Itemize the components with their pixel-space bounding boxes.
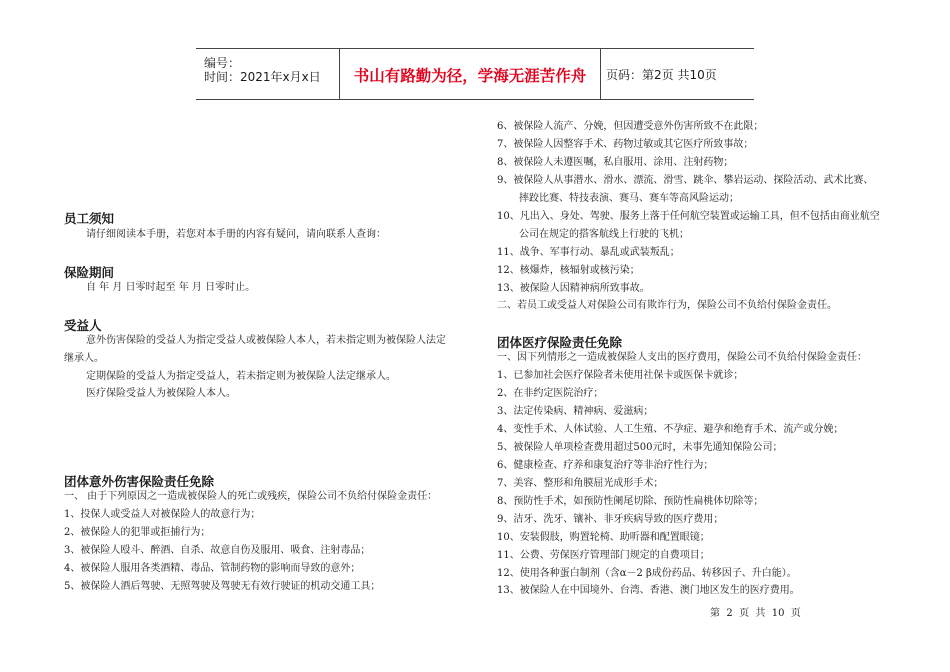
section-title-accident-exclusions: 团体意外伤害保险责任免除 [64, 474, 215, 489]
section-title-employee-notice: 员工须知 [64, 211, 115, 226]
paragraph: 定期保险的受益人为指定受益人，若未指定则为被保险人法定继承人。 [86, 371, 396, 382]
list-item: 12、核爆炸，核辐射或核污染； [497, 265, 640, 276]
section-title-medical-exclusions: 团体医疗保险责任免除 [497, 335, 623, 350]
list-item: 10、凡出入、身处、驾驶、服务上落于任何航空装置或运输工具，但不包括由商业航空 [497, 211, 880, 222]
list-item: 5、被保险人单项检查费用超过500元时，未事先通知保险公司； [497, 442, 783, 453]
list-item: 7、被保险人因整容手术、药物过敏或其它医疗所致事故； [497, 139, 754, 150]
insurance-period-text: 自 年 月 日零时起至 年 月 日零时止。 [86, 282, 256, 293]
list-item: 11、公费、劳保医疗管理部门规定的自费项目； [497, 550, 710, 561]
list-item: 6、被保险人流产、分娩，但因遭受意外伤害所致不在此限； [497, 121, 764, 132]
list-item: 4、被保险人服用各类酒精、毒品、管制药物的影响而导致的意外； [64, 563, 361, 574]
list-item: 公司在规定的搭客航线上行驶的飞机； [519, 229, 689, 240]
list-item: 3、被保险人殴斗、醉酒、自杀、故意自伤及服用、吸食、注射毒品； [64, 545, 371, 556]
page-header [196, 48, 754, 100]
list-item: 3、法定传染病、精神病、爱滋病； [497, 406, 654, 417]
list-item: 9、洁牙、洗牙、镶补、非牙疾病导致的医疗费用； [497, 514, 724, 525]
list-item: 6、健康检查、疗养和康复治疗等非治疗性行为； [497, 460, 714, 471]
paragraph: 意外伤害保险的受益人为指定受益人或被保险人本人，若未指定则为被保险人法定 [86, 335, 446, 346]
header-motto-cell [339, 49, 601, 99]
header-motto: 书山有路勤为径，学海无涯苦作舟 [353, 67, 587, 85]
list-item: 1、投保人或受益人对被保险人的故意行为； [64, 509, 261, 520]
list-item: 2、在非约定医院治疗； [497, 388, 604, 399]
list-item: 一、因下列情形之一造成被保险人支出的医疗费用，保险公司不负给付保险金责任： [497, 352, 867, 363]
page-footer: 第 2 页 共 10 页 [710, 608, 801, 619]
list-item: 9、被保险人从事潜水、滑水、漂流、滑雪、跳伞、攀岩运动、探险活动、武术比赛、 [497, 175, 874, 186]
list-item: 13、被保险人因精神病所致事故。 [497, 283, 650, 294]
list-item: 1、已参加社会医疗保险者未使用社保卡或医保卡就诊； [497, 370, 744, 381]
paragraph: 继承人。 [64, 353, 104, 364]
section-title-insurance-period: 保险期间 [64, 265, 115, 280]
list-item: 二、若员工或受益人对保险公司有欺诈行为，保险公司不负给付保险金责任。 [497, 300, 837, 311]
list-item: 11、战争、军事行动、暴乱或武装叛乱； [497, 247, 680, 258]
header-info-cell [196, 49, 339, 99]
list-item: 摔跤比赛、特技表演、赛马、赛车等高风险运动； [519, 193, 739, 204]
paragraph: 请仔细阅读本手册，若您对本手册的内容有疑问，请向联系人查询： [86, 229, 386, 240]
document-time-label: 时间：2021年x月x日 [204, 70, 321, 84]
section-title-beneficiary: 受益人 [64, 318, 102, 333]
list-item: 8、预防性手术，如预防性阑尾切除、预防性扁桃体切除等； [497, 496, 764, 507]
paragraph: 医疗保险受益人为被保险人本人。 [86, 388, 236, 399]
document-number-label: 编号： [204, 56, 241, 70]
list-item: 10、安装假肢，购置轮椅、助听器和配置眼镜； [497, 532, 710, 543]
header-page-cell [600, 49, 754, 99]
list-item: 7、美容、整形和角膜屈光成形手术； [497, 478, 664, 489]
list-item: 5、被保险人酒后驾驶、无照驾驶及驾驶无有效行驶证的机动交通工具； [64, 581, 381, 592]
list-item: 12、使用各种蛋白制剂（含α－2 β成份药品、转移因子、升白能）。 [497, 568, 797, 579]
list-item: 2、被保险人的犯罪或拒捕行为； [64, 527, 211, 538]
list-item: 4、变性手术、人体试验、人工生殖、不孕症、避孕和绝育手术、流产或分娩； [497, 424, 844, 435]
list-item: 一、 由于下列原因之一造成被保险人的死亡或残疾，保险公司不负给付保险金责任： [64, 491, 438, 502]
header-page-number: 页码：第2页 共10页 [606, 68, 717, 82]
list-item: 13、被保险人在中国境外、台湾、香港、澳门地区发生的医疗费用。 [497, 585, 800, 596]
list-item: 8、被保险人未遵医嘱，私自服用、涂用、注射药物； [497, 157, 734, 168]
